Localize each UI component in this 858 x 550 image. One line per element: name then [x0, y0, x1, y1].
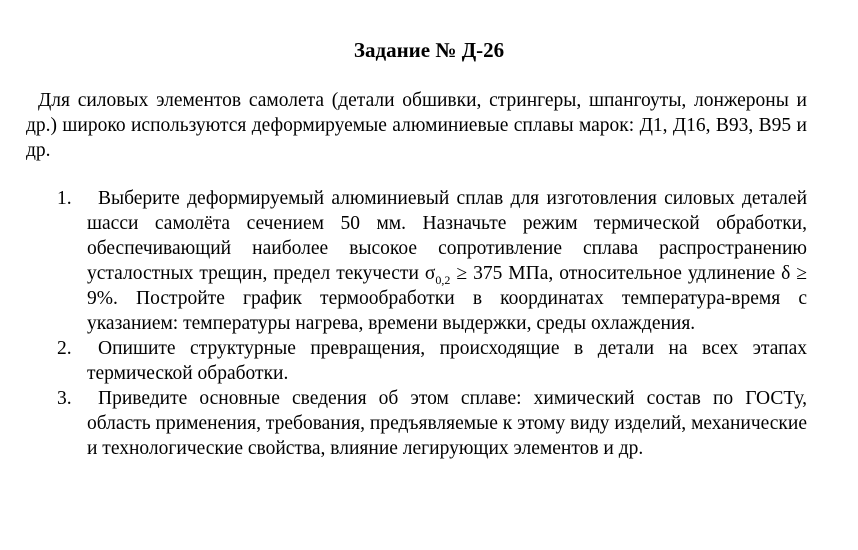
- task-item-3: [57, 386, 807, 461]
- task-number: 2.: [57, 338, 72, 359]
- task-text-part: Выберите деформируемый алюминиевый сплав для изготовления силовых деталей шасси самолёта сечением 50 мм. Назначьте режим термической обработки, обеспечивающий наиболее высокое сопротивление сплава распространению усталостных трещин, предел текучести σ: [87, 188, 807, 284]
- task-text: Приведите основные сведения об этом сплаве: химический состав по ГОСТу, область применения, требования, предъявляемые к этому виду изделий, механические и технологические свойства, влияние легирующих элементов и др.: [87, 388, 807, 459]
- task-number: 1.: [57, 188, 72, 209]
- yield-strength-subscript: 0,2: [435, 272, 451, 287]
- task-item-1: [57, 186, 807, 336]
- task-number: 3.: [57, 388, 72, 409]
- task-item-2: [57, 336, 807, 386]
- task-text-part: ≥ 375 МПа, относительное удлинение δ ≥ 9%. Постройте график термообработки в координатах температура-время с указанием: температуры нагрева, времени выдержки, среды охлаждения.: [87, 263, 807, 334]
- task-text: Опишите структурные превращения, происходящие в детали на всех этапах термической обработки.: [87, 338, 807, 384]
- task-text: [87, 186, 807, 336]
- assignment-title: Задание № Д-26: [353, 38, 505, 62]
- task-list: [0, 186, 807, 461]
- intro-paragraph: Для силовых элементов самолета (детали обшивки, стрингеры, шпангоуты, лонжероны и др.) широко используются деформируемые алюминиевые сплавы марок: Д1, Д16, В93, В95 и др.: [26, 90, 807, 161]
